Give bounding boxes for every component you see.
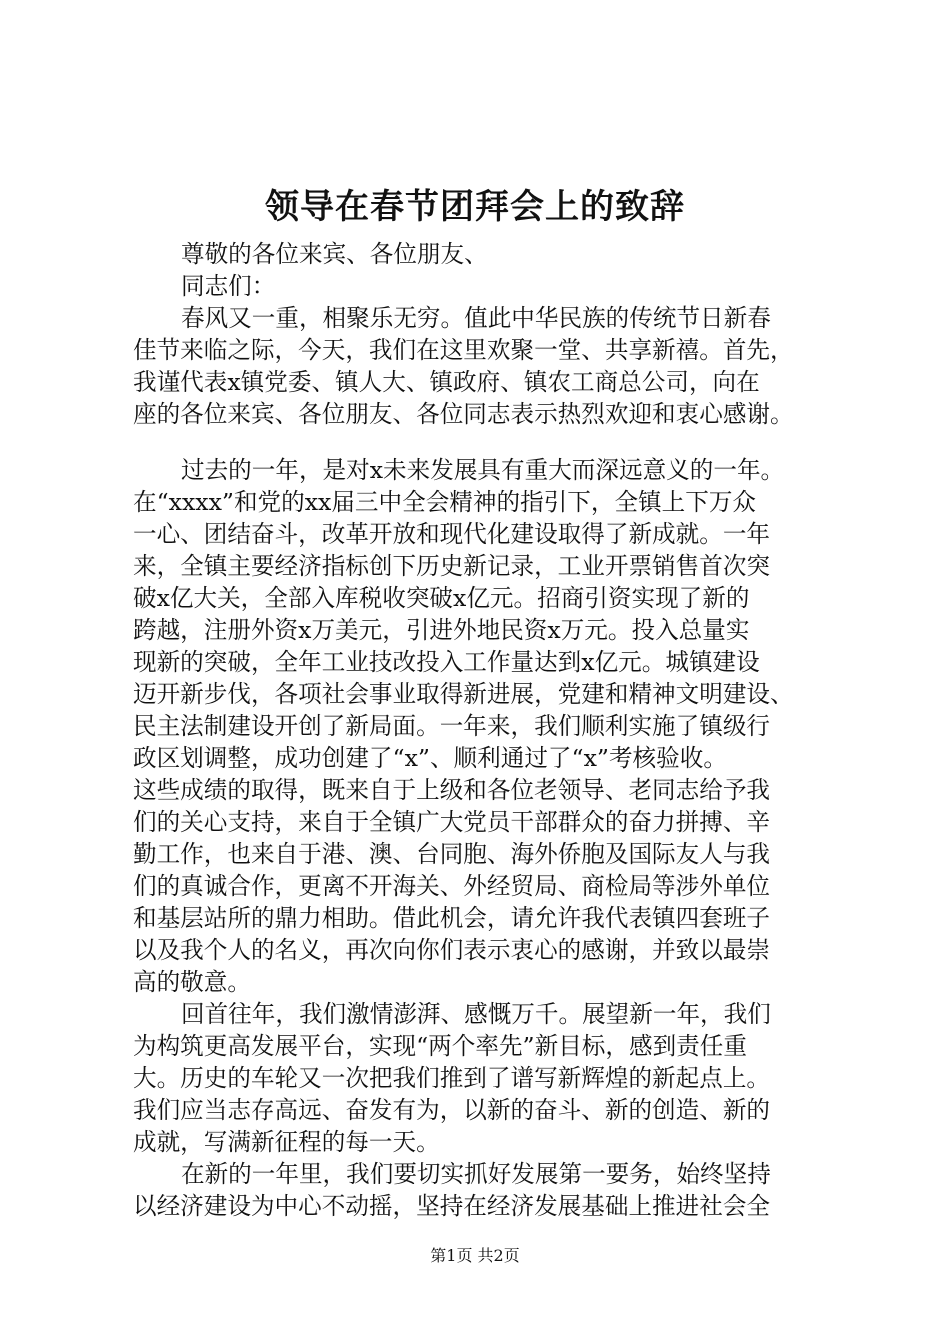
text-line: 高的敬意。 bbox=[133, 968, 251, 996]
text-line: 破x亿大关，全部入库税收突破x亿元。招商引资实现了新的 bbox=[133, 584, 750, 612]
document-body bbox=[133, 238, 830, 1222]
text-line: 来，全镇主要经济指标创下历史新记录，工业开票销售首次突 bbox=[133, 552, 771, 580]
text-line: 尊敬的各位来宾、各位朋友、 bbox=[181, 240, 488, 268]
text-line: 以及我个人的名义，再次向你们表示衷心的感谢，并致以最崇 bbox=[133, 936, 771, 964]
paragraph-gap bbox=[133, 430, 830, 454]
text-line: 同志们： bbox=[181, 272, 276, 300]
text-line: 现新的突破，全年工业技改投入工作量达到x亿元。城镇建设 bbox=[133, 648, 760, 676]
text-line: 佳节来临之际，今天，我们在这里欢聚一堂、共享新禧。首先， bbox=[133, 336, 794, 364]
document-title: 领导在春节团拜会上的致辞 bbox=[265, 187, 685, 227]
text-line: 政区划调整，成功创建了“x”、顺利通过了“x”考核验收。 bbox=[133, 744, 727, 772]
text-line: 们的真诚合作，更离不开海关、外经贸局、商检局等涉外单位 bbox=[133, 872, 771, 900]
text-line: 们的关心支持，来自于全镇广大党员干部群众的奋力拼搏、辛 bbox=[133, 808, 771, 836]
text-line: 座的各位来宾、各位朋友、各位同志表示热烈欢迎和衷心感谢。 bbox=[133, 400, 794, 428]
text-line: 跨越，注册外资x万美元，引进外地民资x万元。投入总量实 bbox=[133, 616, 750, 644]
text-line: 在“xxxx”和党的xx届三中全会精神的指引下，全镇上下万众 bbox=[133, 488, 757, 516]
text-line: 回首往年，我们激情澎湃、感慨万千。展望新一年，我们 bbox=[181, 1000, 771, 1028]
text-line: 我们应当志存高远、奋发有为，以新的奋斗、新的创造、新的 bbox=[133, 1096, 771, 1124]
text-line: 大。历史的车轮又一次把我们推到了谱写新辉煌的新起点上。 bbox=[133, 1064, 771, 1092]
text-line: 民主法制建设开创了新局面。一年来，我们顺利实施了镇级行 bbox=[133, 712, 771, 740]
text-line: 为构筑更高发展平台，实现“两个率先”新目标，感到责任重 bbox=[133, 1032, 747, 1060]
page-footer: 第1页 共2页 bbox=[430, 1246, 520, 1265]
text-line: 春风又一重，相聚乐无穷。值此中华民族的传统节日新春 bbox=[181, 304, 771, 332]
text-line: 以经济建设为中心不动摇，坚持在经济发展基础上推进社会全 bbox=[133, 1192, 771, 1220]
text-line: 过去的一年，是对x未来发展具有重大而深远意义的一年。 bbox=[181, 456, 785, 484]
text-line: 在新的一年里，我们要切实抓好发展第一要务，始终坚持 bbox=[181, 1160, 771, 1188]
text-line: 这些成绩的取得，既来自于上级和各位老领导、老同志给予我 bbox=[133, 776, 771, 804]
text-line: 勤工作，也来自于港、澳、台同胞、海外侨胞及国际友人与我 bbox=[133, 840, 771, 868]
text-line: 我谨代表x镇党委、镇人大、镇政府、镇农工商总公司，向在 bbox=[133, 368, 760, 396]
text-line: 迈开新步伐，各项社会事业取得新进展，党建和精神文明建设、 bbox=[133, 680, 794, 708]
text-line: 一心、团结奋斗，改革开放和现代化建设取得了新成就。一年 bbox=[133, 520, 771, 548]
text-line: 成就，写满新征程的每一天。 bbox=[133, 1128, 440, 1156]
text-line: 和基层站所的鼎力相助。借此机会，请允许我代表镇四套班子 bbox=[133, 904, 771, 932]
